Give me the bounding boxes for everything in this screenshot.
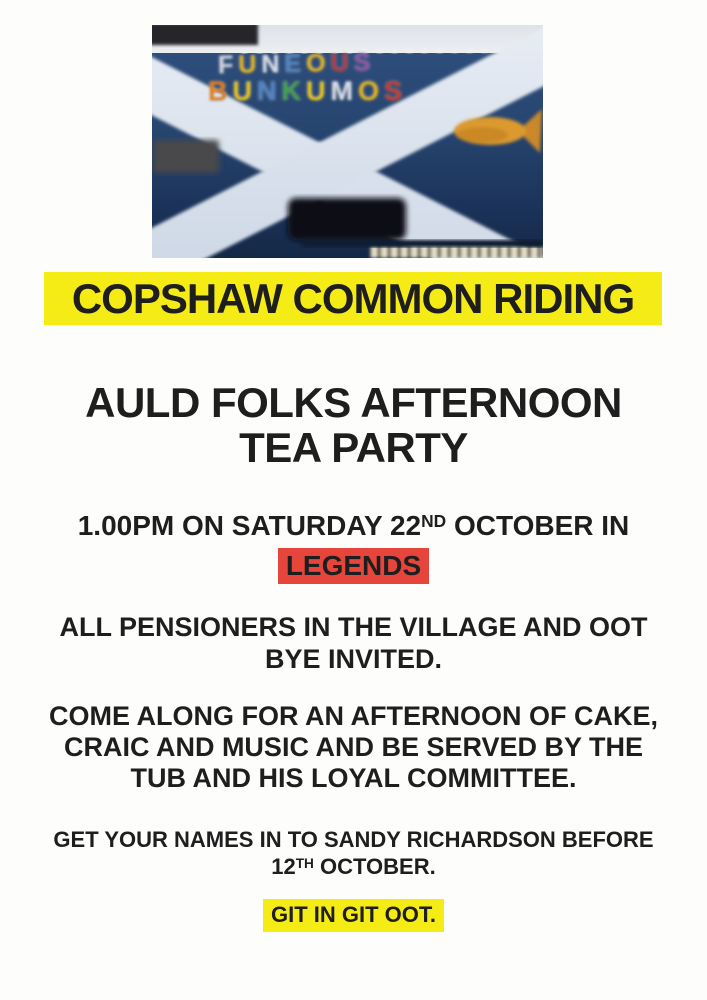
photo-dark-object-bottom [288,198,406,240]
foam-letter: F [217,51,239,80]
foam-letter: S [384,76,408,106]
foam-letter: M [330,76,358,106]
foam-letter: U [238,50,262,80]
rsvp-ordinal: TH [295,855,314,871]
event-datetime-text [78,510,630,541]
photo-fringe-strip [370,246,543,258]
rsvp-line2 [271,854,435,879]
main-heading-line2: TEA PARTY [239,424,468,471]
foam-letter: U [330,49,354,78]
photo-bottom-shadow [302,240,543,247]
title-banner-text: COPSHAW COMMON RIDING [71,275,635,322]
description-line1: COME ALONG FOR AN AFTERNOON OF CAKE, [49,701,658,731]
photo-dark-object-top [152,25,258,45]
event-date-post: OCTOBER IN [446,510,630,541]
main-heading [0,380,707,470]
rsvp-post: OCTOBER. [313,854,436,879]
flag-foam-letters-row2 [208,76,408,106]
foam-letter: S [353,48,376,78]
flag-photo [152,25,543,258]
venue-highlight: LEGENDS [278,548,429,584]
event-date-pre: 1.00PM ON SATURDAY 22 [77,510,422,541]
foam-letter: U [232,76,257,106]
flag-foam-letters-row1 [217,48,376,80]
description-line3: TUB AND HIS LOYAL COMMITTEE. [130,763,577,793]
foam-letter: E [284,49,307,79]
description-text [0,701,707,794]
main-heading-line1: AULD FOLKS AFTERNOON [85,379,622,426]
photo-grey-object-left [153,140,219,173]
footer-slogan [0,899,707,932]
rsvp-line1: GET YOUR NAMES IN TO SANDY RICHARDSON BEFORE [53,827,654,852]
rsvp-day: 12 [271,854,296,879]
rsvp-text [0,826,707,883]
foam-letter: N [261,50,285,79]
event-datetime [0,509,707,584]
footer-slogan-highlight: GIT IN GIT OOT. [263,899,444,932]
foam-letter: O [305,49,331,78]
foam-letter: N [257,76,282,106]
foam-letter: O [358,76,385,106]
invitation-line1: ALL PENSIONERS IN THE VILLAGE AND OOT [59,612,648,642]
invitation-line2: BYE INVITED. [264,644,443,674]
title-banner [44,272,662,325]
description-line2: CRAIC AND MUSIC AND BE SERVED BY THE [63,732,644,762]
event-date-ordinal: ND [421,511,447,532]
foam-letter: B [208,76,233,106]
foam-letter: K [281,76,306,106]
invitation-text [0,611,707,675]
foam-letter: U [306,76,331,106]
